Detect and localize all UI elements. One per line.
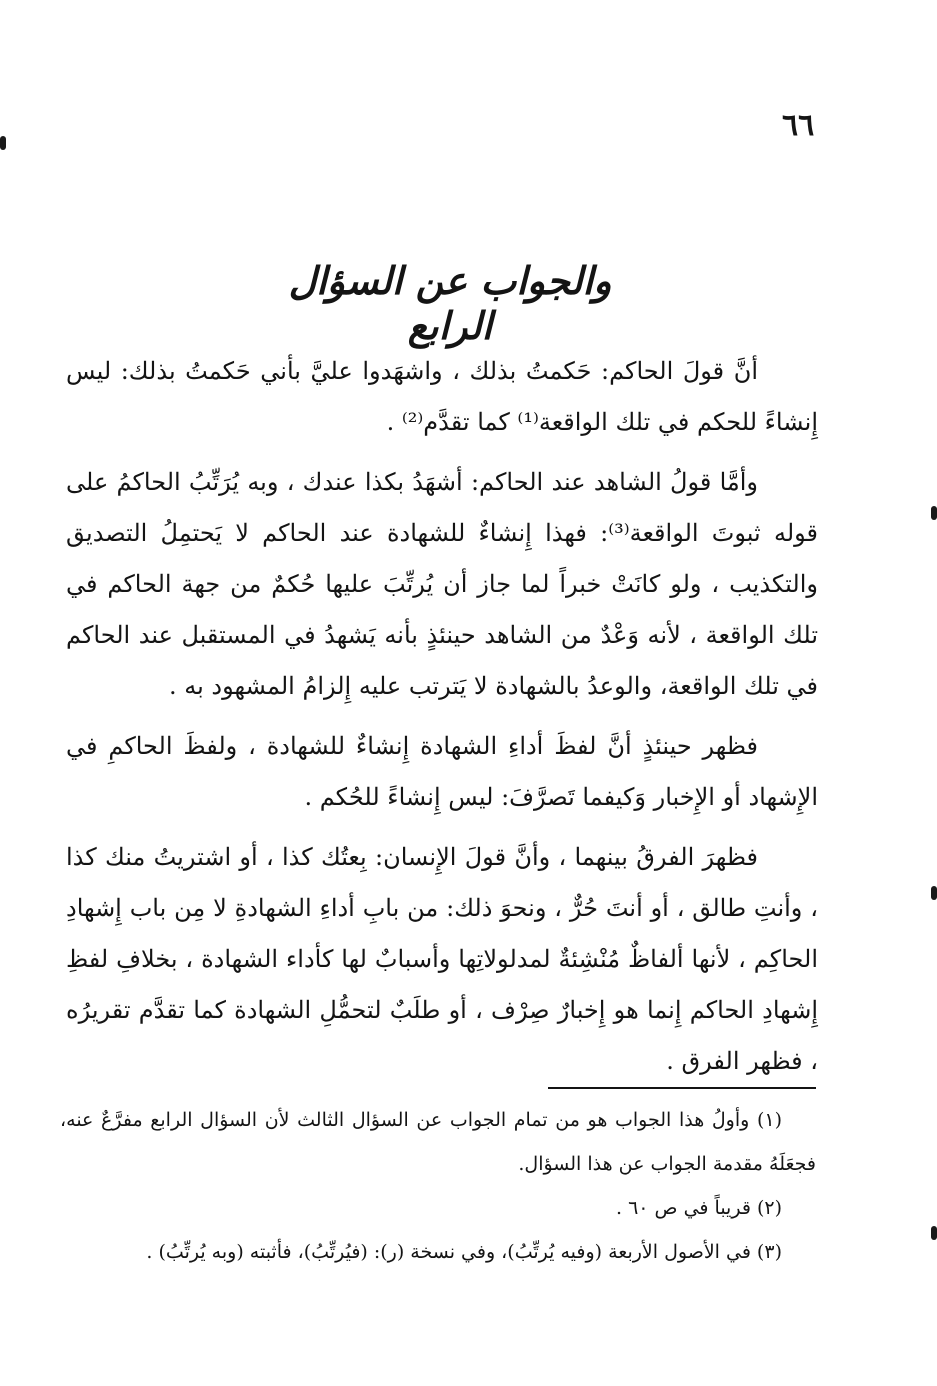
paragraph: فظهر حينئذٍ أنَّ لفظَ أداءِ الشهادة إِنشاءٌ للشهادة ، ولفظَ الحاكمِ في الإِشهاد أو الإِخبار وَكيفما تَصرَّفَ: ليس إِنشاءً للحُكم . xyxy=(66,732,818,811)
footnote: (٣) في الأصول الأربعة (وفيه يُرتِّبُ)، وفي نسخة (ر): (فيُرتِّبُ)، فأثبته (وبه يُرتِّبُ) . xyxy=(146,1241,782,1263)
footnotes xyxy=(60,1098,816,1274)
scan-mark xyxy=(931,506,937,520)
page-number: ٦٦ xyxy=(782,108,815,143)
scan-mark xyxy=(931,1226,937,1240)
paragraph: فظهرَ الفرقُ بينهما ، وأنَّ قولَ الإِنسان: بِعتُك كذا ، أو اشتريتُ منك كذا ، وأنتِ طالق ، أو أنتَ حُرٌّ ، ونحوَ ذلك: من بابِ أداءِ الشهادةِ لا مِن باب إِشهادِ الحاكِم ، لأنها ألفاظٌ مُنْشِئةٌ لمدلولاتِها وأسبابٌ لها كأداء الشهادة ، بخلافِ لفظِ إِشهادِ الحاكم إِنما هو إِخبارٌ صِرْف ، أو طلَبٌ لتحمُّلِ الشهادة كما تقدَّم تقريرُه ، فظهر الفرق . xyxy=(66,843,818,1075)
scan-mark xyxy=(0,136,6,150)
footnote: (١) وأولُ هذا الجواب هو من تمام الجواب عن السؤال الثالث لأن السؤال الرابع مفرَّعٌ عنه، فجعَلَهُ مقدمة الجواب عن هذا السؤال. xyxy=(60,1109,816,1175)
section-heading: والجواب عن السؤال الرابع xyxy=(288,258,612,348)
body-text xyxy=(66,346,818,1096)
paragraph: أنَّ قولَ الحاكم: حَكمتُ بذلك ، واشهَدوا عليَّ بأني حَكمتُ بذلك: ليس إِنشاءً للحكم في تلك الواقعة⁽¹⁾ كما تقدَّم⁽²⁾ . xyxy=(66,357,818,436)
footnote-separator xyxy=(548,1087,816,1089)
paragraph: وأمَّا قولُ الشاهد عند الحاكم: أشهَدُ بكذا عندك ، وبه يُرَتِّبُ الحاكمُ على قوله ثبوتَ الواقعة⁽³⁾: فهذا إِنشاءٌ للشهادة عند الحاكم لا يَحتمِلُ التصديق والتكذيب ، ولو كانَتْ خبراً لما جاز أن يُرتِّبَ عليها حُكمٌ من جهة الحاكم في تلك الواقعة ، لأنه وَعْدٌ من الشاهد حينئذٍ بأنه يَشهدُ في المستقبل عند الحاكم في تلك الواقعة، والوعدُ بالشهادة لا يَترتب عليه إِلزامُ المشهود به . xyxy=(66,468,818,700)
scan-mark xyxy=(931,886,937,900)
footnote: (٢) قريباً في ص ٦٠ . xyxy=(616,1197,782,1219)
